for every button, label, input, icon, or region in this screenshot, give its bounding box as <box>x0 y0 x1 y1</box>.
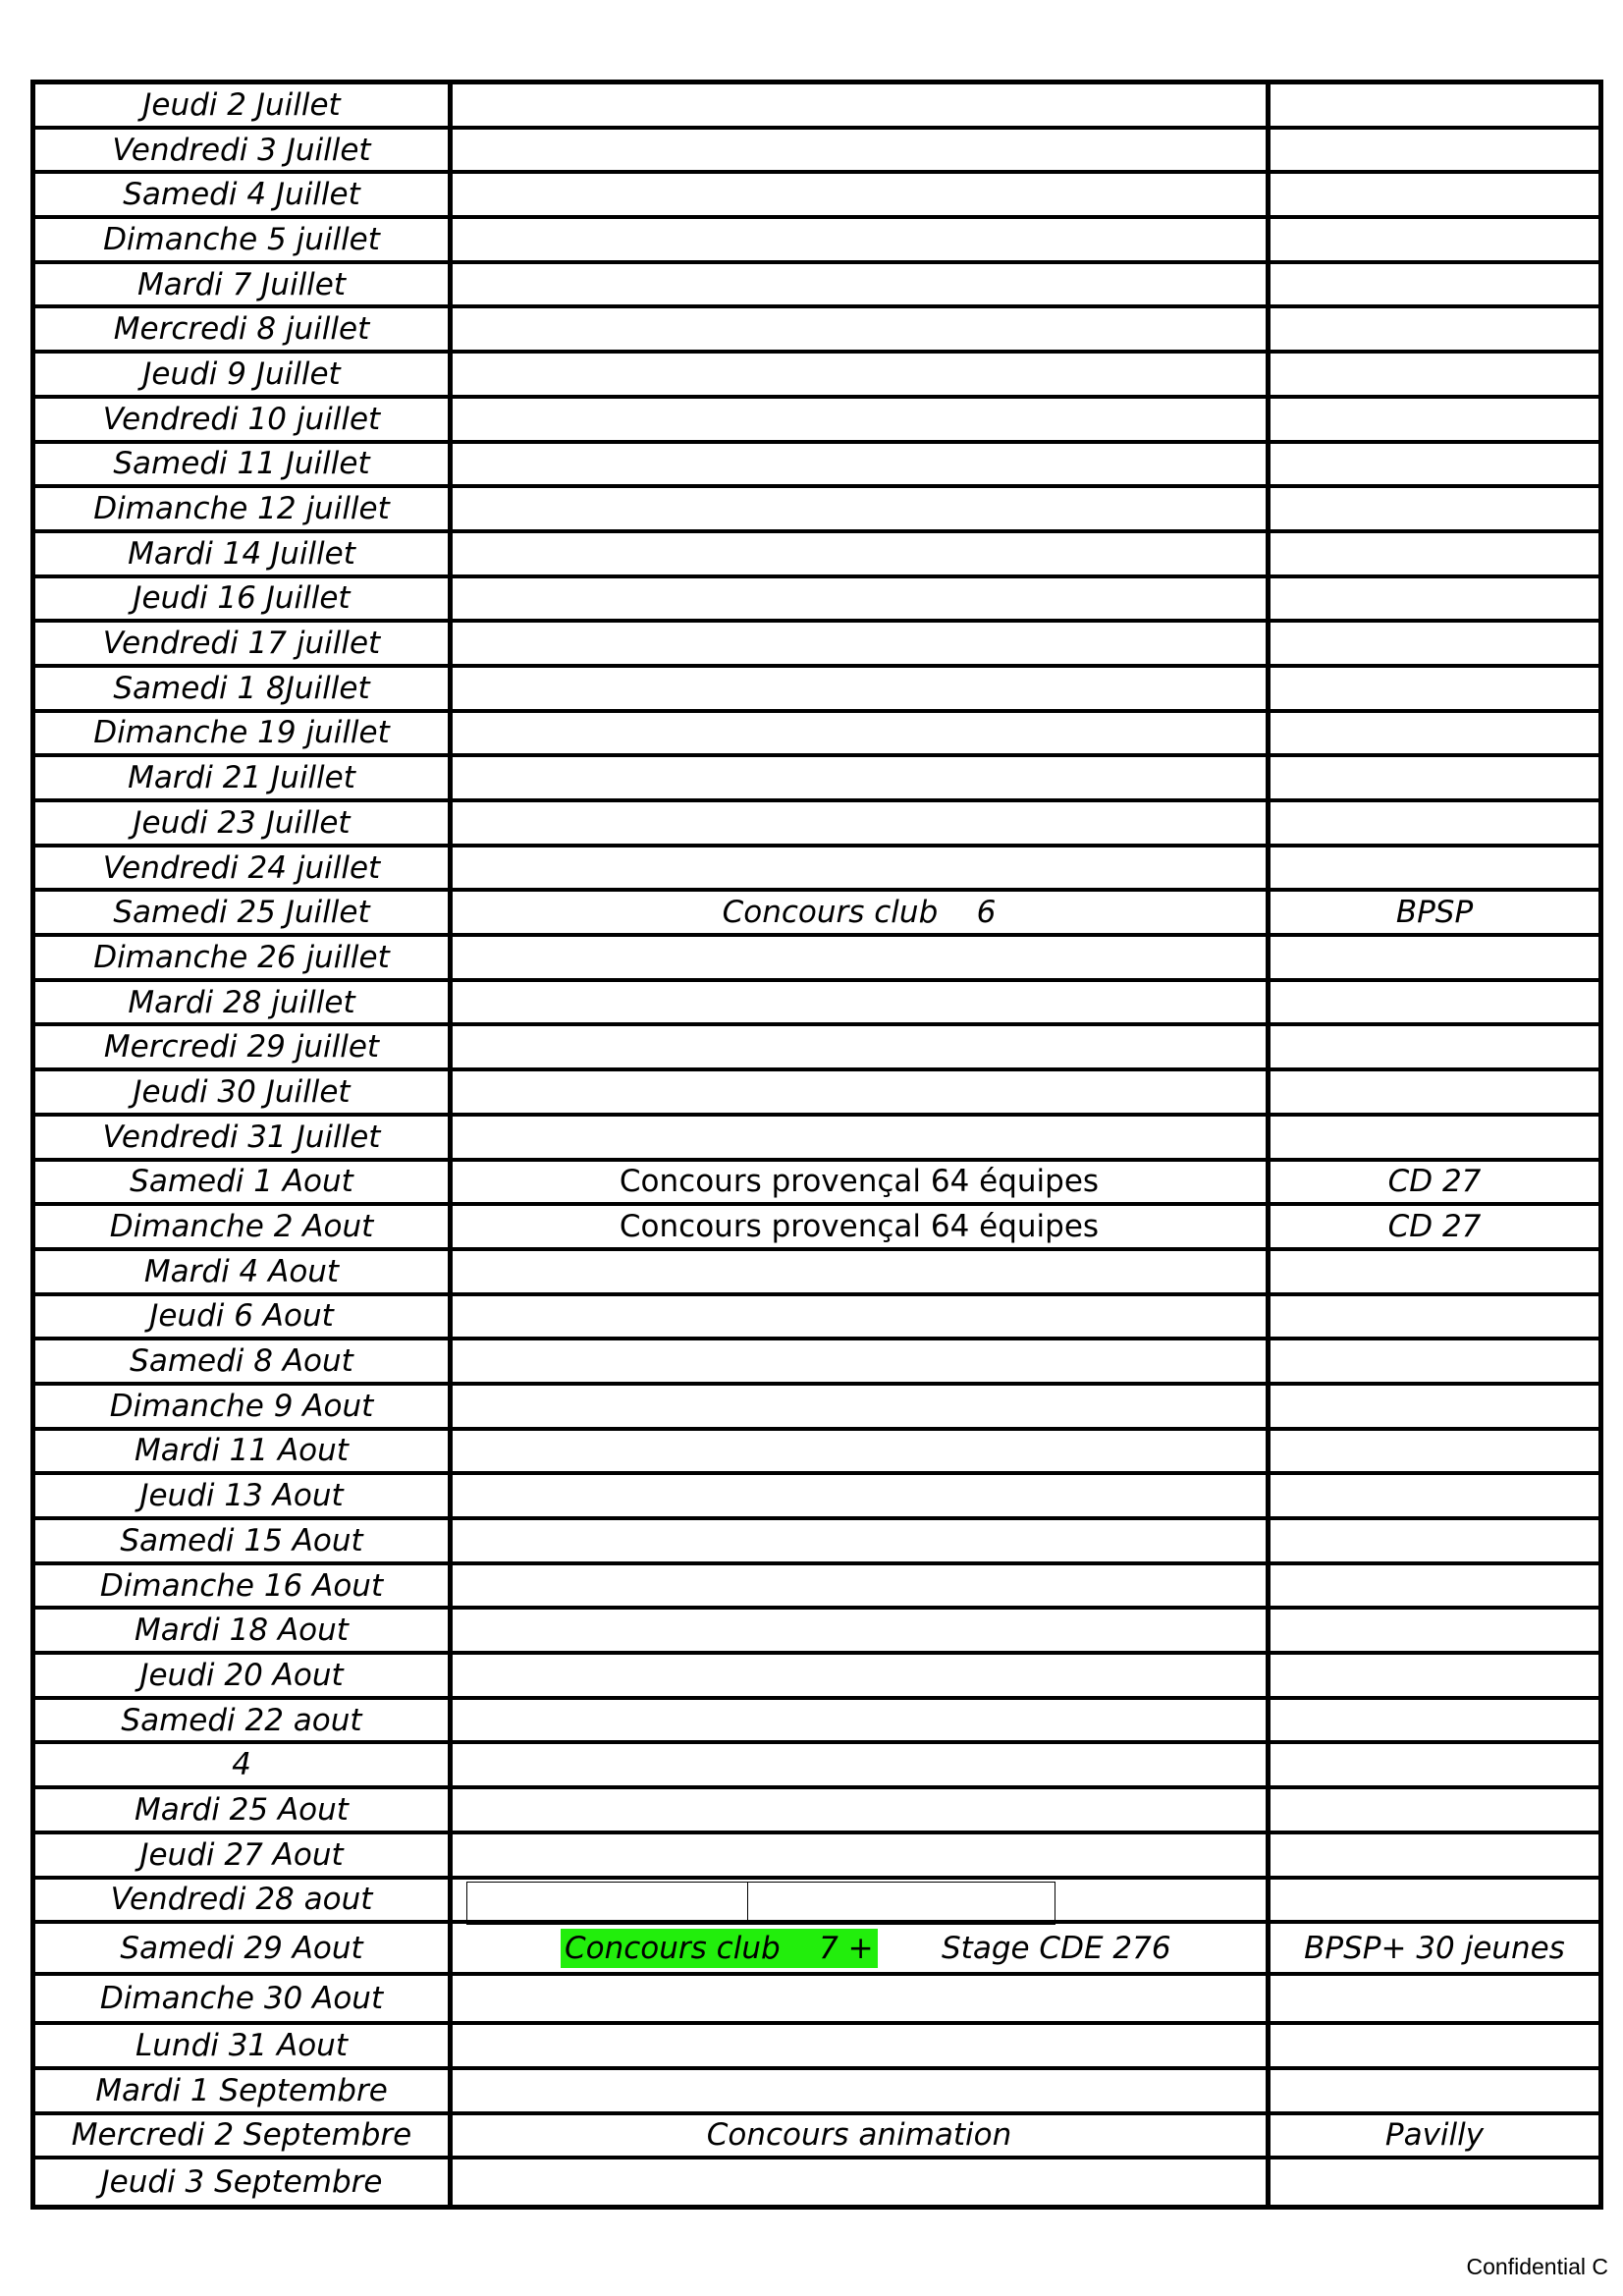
table-row <box>35 1834 1598 1880</box>
event-cell[interactable] <box>453 1744 1271 1785</box>
table-row <box>35 84 1598 130</box>
organizer-cell[interactable] <box>1271 1520 1598 1561</box>
date-cell[interactable]: Samedi 11 Juillet <box>35 444 453 485</box>
table-row <box>35 2025 1598 2070</box>
date-cell[interactable]: Vendredi 28 aout <box>35 1880 453 1921</box>
table-row <box>35 1880 1598 1925</box>
date-cell[interactable]: Mardi 28 juillet <box>35 982 453 1023</box>
event-cell[interactable] <box>453 757 1271 798</box>
date-cell[interactable]: Samedi 25 Juillet <box>35 892 453 933</box>
table-row <box>35 1976 1598 2025</box>
table-row <box>35 1296 1598 1341</box>
table-row <box>35 444 1598 489</box>
table-row <box>35 1071 1598 1117</box>
date-cell[interactable]: Jeudi 23 Juillet <box>35 802 453 844</box>
event-cell[interactable] <box>453 1071 1271 1113</box>
organizer-cell[interactable] <box>1271 1071 1598 1113</box>
table-row <box>35 1386 1598 1431</box>
event-cell[interactable] <box>453 1340 1271 1382</box>
organizer-cell[interactable] <box>1271 1834 1598 1876</box>
event-cell[interactable] <box>453 488 1271 529</box>
date-cell[interactable]: Dimanche 19 juillet <box>35 713 453 754</box>
event-cell[interactable] <box>453 2025 1271 2066</box>
embedded-empty-box <box>466 1882 1055 1925</box>
organizer-cell[interactable]: Pavilly <box>1384 2117 1485 2154</box>
organizer-cell[interactable]: BPSP+ 30 jeunes <box>1304 1930 1565 1966</box>
organizer-cell[interactable] <box>1271 1700 1598 1741</box>
organizer-cell[interactable] <box>1271 84 1598 126</box>
date-cell[interactable]: Mercredi 2 Septembre <box>35 2115 453 2157</box>
event-cell[interactable] <box>453 174 1271 215</box>
event-cell[interactable] <box>453 982 1271 1023</box>
table-row <box>35 1744 1598 1789</box>
event-cell[interactable] <box>453 399 1271 440</box>
event-cell[interactable] <box>453 1700 1271 1741</box>
table-row <box>35 892 1598 937</box>
date-cell[interactable]: Mardi 18 Aout <box>35 1610 453 1651</box>
table-row <box>35 668 1598 713</box>
date-cell[interactable]: Samedi 29 Aout <box>35 1924 453 1972</box>
organizer-cell[interactable] <box>1271 1117 1598 1158</box>
event-cell[interactable] <box>453 713 1271 754</box>
event-cell[interactable] <box>453 847 1271 889</box>
organizer-cell[interactable] <box>1271 2159 1598 2205</box>
date-cell[interactable]: Vendredi 17 juillet <box>35 623 453 664</box>
event-cell[interactable] <box>453 1610 1271 1651</box>
date-cell[interactable]: Mardi 11 Aout <box>35 1431 453 1472</box>
table-row <box>35 713 1598 758</box>
organizer-cell[interactable] <box>1271 982 1598 1023</box>
organizer-cell[interactable] <box>1271 2070 1598 2111</box>
organizer-cell[interactable] <box>1271 937 1598 978</box>
event-cell[interactable] <box>453 1655 1271 1696</box>
table-row <box>35 399 1598 444</box>
event-cell[interactable] <box>453 1026 1271 1067</box>
organizer-cell[interactable] <box>1271 130 1598 171</box>
date-cell[interactable]: Jeudi 13 Aout <box>35 1475 453 1516</box>
organizer-cell[interactable] <box>1271 1296 1598 1338</box>
organizer-cell[interactable] <box>1271 847 1598 889</box>
table-row <box>35 1655 1598 1700</box>
organizer-cell[interactable] <box>1271 2025 1598 2066</box>
organizer-cell[interactable] <box>1271 174 1598 215</box>
table-row <box>35 2070 1598 2115</box>
table-row <box>35 354 1598 399</box>
event-cell[interactable] <box>453 264 1271 305</box>
organizer-cell[interactable] <box>1271 488 1598 529</box>
organizer-cell[interactable] <box>1271 1744 1598 1785</box>
event-cell[interactable] <box>453 1386 1271 1427</box>
event-cell[interactable] <box>453 1976 1271 2021</box>
date-cell[interactable]: Jeudi 2 Juillet <box>35 84 453 126</box>
organizer-cell[interactable] <box>1271 1880 1598 1921</box>
event-cell[interactable] <box>453 1431 1271 1472</box>
organizer-cell[interactable] <box>1271 1475 1598 1516</box>
date-cell[interactable]: Dimanche 2 Aout <box>35 1206 453 1247</box>
event-cell[interactable] <box>453 1475 1271 1516</box>
date-cell[interactable]: Samedi 22 aout <box>35 1700 453 1741</box>
event-cell[interactable] <box>453 354 1271 395</box>
event-cell[interactable] <box>453 1880 1271 1921</box>
date-cell[interactable]: Mardi 21 Juillet <box>35 757 453 798</box>
date-cell[interactable]: Jeudi 30 Juillet <box>35 1071 453 1113</box>
date-cell[interactable]: Vendredi 31 Juillet <box>35 1117 453 1158</box>
organizer-cell[interactable] <box>1271 1026 1598 1067</box>
date-cell[interactable]: Dimanche 9 Aout <box>35 1386 453 1427</box>
organizer-cell[interactable] <box>1271 264 1598 305</box>
event-cell[interactable] <box>453 578 1271 620</box>
organizer-cell[interactable] <box>1271 1976 1598 2021</box>
date-cell[interactable]: Samedi 4 Juillet <box>35 174 453 215</box>
date-cell[interactable]: Samedi 15 Aout <box>35 1520 453 1561</box>
date-cell[interactable]: Dimanche 16 Aout <box>35 1565 453 1607</box>
table-row <box>35 2115 1598 2160</box>
date-cell[interactable]: 4 <box>35 1744 453 1785</box>
event-cell[interactable] <box>453 623 1271 664</box>
event-cell[interactable] <box>453 1251 1271 1292</box>
date-cell[interactable]: Lundi 31 Aout <box>35 2025 453 2066</box>
date-cell[interactable]: Jeudi 6 Aout <box>35 1296 453 1338</box>
organizer-cell[interactable] <box>1271 1610 1598 1651</box>
table-row <box>35 802 1598 847</box>
event-cell[interactable] <box>453 1565 1271 1607</box>
event-cell[interactable]: Concours provençal 64 équipes <box>453 1206 1271 1247</box>
event-cell[interactable] <box>453 937 1271 978</box>
event-cell[interactable] <box>453 130 1271 171</box>
date-cell[interactable]: Jeudi 9 Juillet <box>35 354 453 395</box>
event-cell[interactable] <box>453 1924 1271 1972</box>
organizer-cell[interactable] <box>1271 668 1598 709</box>
organizer-cell[interactable] <box>1271 1340 1598 1382</box>
event-cell[interactable] <box>453 1296 1271 1338</box>
table-row <box>35 1026 1598 1071</box>
table-row <box>35 1162 1598 1207</box>
organizer-cell[interactable] <box>1271 1655 1598 1696</box>
event-cell[interactable] <box>453 444 1271 485</box>
table-row <box>35 219 1598 264</box>
organizer-cell[interactable] <box>1271 399 1598 440</box>
table-row <box>35 757 1598 802</box>
table-row <box>35 1610 1598 1655</box>
date-cell[interactable]: Vendredi 10 juillet <box>35 399 453 440</box>
date-cell[interactable]: Mardi 14 Juillet <box>35 533 453 574</box>
organizer-cell[interactable] <box>1271 713 1598 754</box>
table-row <box>35 847 1598 893</box>
date-cell[interactable]: Jeudi 20 Aout <box>35 1655 453 1696</box>
table-row <box>35 1700 1598 1745</box>
table-row <box>35 130 1598 175</box>
table-row <box>35 533 1598 578</box>
event-cell[interactable] <box>453 2070 1271 2111</box>
table-row <box>35 308 1598 354</box>
organizer-cell[interactable] <box>1271 623 1598 664</box>
table-row <box>35 1117 1598 1162</box>
date-cell[interactable]: Samedi 8 Aout <box>35 1340 453 1382</box>
table-row <box>35 1924 1598 1976</box>
organizer-cell[interactable]: CD 27 <box>1387 1209 1482 1245</box>
date-cell[interactable]: Mercredi 29 juillet <box>35 1026 453 1067</box>
organizer-cell[interactable] <box>1271 578 1598 620</box>
table-row <box>35 488 1598 533</box>
date-cell[interactable]: Dimanche 12 juillet <box>35 488 453 529</box>
highlighted-event: Concours club 7 + <box>561 1929 878 1968</box>
event-cell[interactable]: Concours club 6 <box>453 892 1271 933</box>
table-row <box>35 1520 1598 1565</box>
event-cell[interactable] <box>453 2159 1271 2205</box>
event-cell[interactable] <box>453 668 1271 709</box>
date-cell[interactable]: Mardi 1 Septembre <box>35 2070 453 2111</box>
table-row <box>35 1251 1598 1296</box>
event-cell[interactable] <box>453 802 1271 844</box>
date-cell[interactable]: Vendredi 3 Juillet <box>35 130 453 171</box>
date-cell[interactable]: Vendredi 24 juillet <box>35 847 453 889</box>
event-cell[interactable] <box>453 1117 1271 1158</box>
organizer-cell[interactable]: CD 27 <box>1387 1164 1482 1200</box>
date-cell[interactable]: Jeudi 27 Aout <box>35 1834 453 1876</box>
calendar-table <box>30 80 1603 2210</box>
organizer-cell[interactable] <box>1271 354 1598 395</box>
table-row <box>35 1206 1598 1251</box>
organizer-cell[interactable]: BPSP <box>1395 895 1474 931</box>
organizer-cell[interactable] <box>1271 757 1598 798</box>
table-row <box>35 937 1598 982</box>
table-row <box>35 1565 1598 1611</box>
date-cell[interactable]: Dimanche 30 Aout <box>35 1976 453 2021</box>
date-cell[interactable]: Mardi 4 Aout <box>35 1251 453 1292</box>
confidential-footer: Confidential C <box>1466 2254 1608 2279</box>
table-row <box>35 1475 1598 1520</box>
organizer-cell[interactable] <box>1271 1386 1598 1427</box>
table-row <box>35 578 1598 624</box>
date-cell[interactable]: Mardi 7 Juillet <box>35 264 453 305</box>
date-cell[interactable]: Jeudi 3 Septembre <box>35 2159 453 2205</box>
table-row <box>35 1340 1598 1386</box>
event-cell[interactable]: Concours provençal 64 équipes <box>453 1162 1271 1203</box>
event-cell[interactable] <box>453 219 1271 260</box>
organizer-cell[interactable] <box>1271 444 1598 485</box>
organizer-cell[interactable] <box>1271 1431 1598 1472</box>
organizer-cell[interactable] <box>1271 1789 1598 1831</box>
date-cell[interactable]: Samedi 1 8Juillet <box>35 668 453 709</box>
organizer-cell[interactable] <box>1271 802 1598 844</box>
organizer-cell[interactable] <box>1271 533 1598 574</box>
event-cell[interactable]: Concours animation <box>453 2115 1271 2157</box>
table-row <box>35 982 1598 1027</box>
date-cell[interactable]: Dimanche 26 juillet <box>35 937 453 978</box>
table-row <box>35 1789 1598 1834</box>
event-cell[interactable] <box>453 1834 1271 1876</box>
date-cell[interactable]: Dimanche 5 juillet <box>35 219 453 260</box>
date-cell[interactable]: Samedi 1 Aout <box>35 1162 453 1203</box>
organizer-cell[interactable] <box>1271 1251 1598 1292</box>
event-extra: Stage CDE 276 <box>942 1930 1171 1966</box>
organizer-cell[interactable] <box>1271 308 1598 350</box>
table-row <box>35 174 1598 219</box>
event-cell[interactable] <box>453 1520 1271 1561</box>
event-cell[interactable] <box>453 84 1271 126</box>
table-row <box>35 623 1598 668</box>
date-cell[interactable]: Jeudi 16 Juillet <box>35 578 453 620</box>
organizer-cell[interactable] <box>1271 1565 1598 1607</box>
table-row <box>35 264 1598 309</box>
table-row <box>35 2159 1598 2205</box>
date-cell[interactable]: Mercredi 8 juillet <box>35 308 453 350</box>
organizer-cell[interactable] <box>1271 219 1598 260</box>
event-cell[interactable] <box>453 308 1271 350</box>
table-row <box>35 1431 1598 1476</box>
event-cell[interactable] <box>453 533 1271 574</box>
event-cell[interactable] <box>453 1789 1271 1831</box>
date-cell[interactable]: Mardi 25 Aout <box>35 1789 453 1831</box>
